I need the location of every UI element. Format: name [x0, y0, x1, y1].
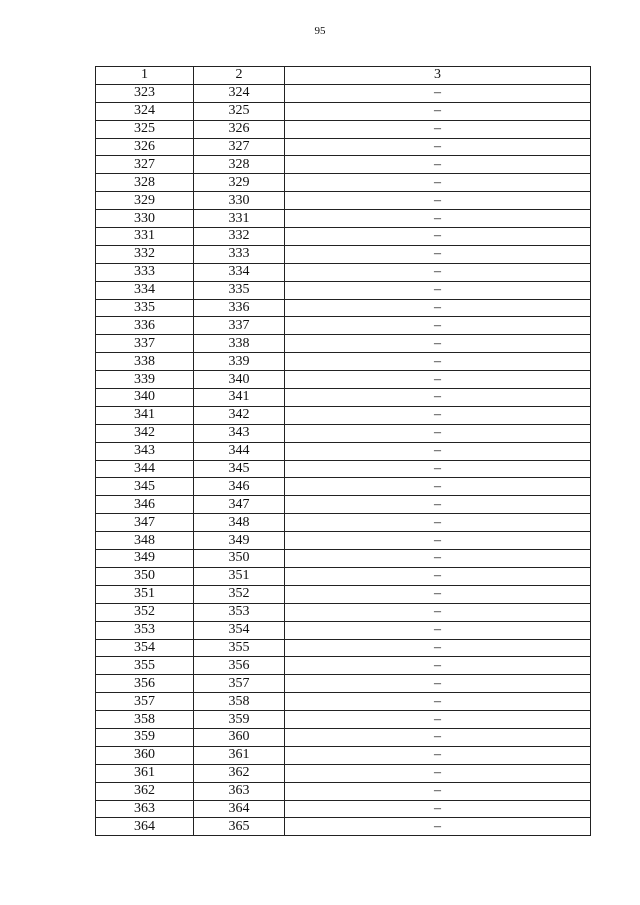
table-cell-col-1: 329 [96, 192, 194, 210]
table-cell-col-2: 339 [194, 353, 285, 371]
table-row [96, 156, 591, 174]
table-cell-col-2: 357 [194, 675, 285, 693]
table-row [96, 639, 591, 657]
table-row [96, 550, 591, 568]
table-cell-col-1: 333 [96, 263, 194, 281]
table-row [96, 818, 591, 836]
table-header [96, 67, 591, 85]
table-cell-col-1: 332 [96, 245, 194, 263]
table-cell-col-1: 346 [96, 496, 194, 514]
table-row [96, 281, 591, 299]
table-cell-col-2: 344 [194, 442, 285, 460]
table-cell-col-2: 362 [194, 764, 285, 782]
table-cell-col-3: – [285, 120, 591, 138]
table-cell-col-3: – [285, 371, 591, 389]
table-cell-col-3: – [285, 281, 591, 299]
table-row [96, 567, 591, 585]
table-cell-col-2: 355 [194, 639, 285, 657]
table-cell-col-1: 358 [96, 711, 194, 729]
column-header-3: 3 [285, 67, 591, 85]
table-cell-col-1: 357 [96, 693, 194, 711]
table-cell-col-1: 326 [96, 138, 194, 156]
table-row [96, 585, 591, 603]
table-cell-col-3: – [285, 746, 591, 764]
table-cell-col-1: 354 [96, 639, 194, 657]
table-row [96, 514, 591, 532]
table-body [96, 84, 591, 835]
table-cell-col-2: 324 [194, 84, 285, 102]
table-row [96, 102, 591, 120]
table-cell-col-3: – [285, 424, 591, 442]
table-cell-col-1: 353 [96, 621, 194, 639]
table-row [96, 371, 591, 389]
table-cell-col-3: – [285, 442, 591, 460]
table-row [96, 192, 591, 210]
table-row [96, 245, 591, 263]
table-cell-col-3: – [285, 263, 591, 281]
table-cell-col-3: – [285, 693, 591, 711]
table-cell-col-1: 335 [96, 299, 194, 317]
table-cell-col-1: 345 [96, 478, 194, 496]
table-cell-col-1: 323 [96, 84, 194, 102]
table-row [96, 299, 591, 317]
table-cell-col-3: – [285, 299, 591, 317]
table-cell-col-2: 356 [194, 657, 285, 675]
table-cell-col-2: 359 [194, 711, 285, 729]
table-cell-col-1: 342 [96, 424, 194, 442]
table-cell-col-1: 348 [96, 532, 194, 550]
table-cell-col-3: – [285, 317, 591, 335]
table-cell-col-2: 328 [194, 156, 285, 174]
table-cell-col-1: 355 [96, 657, 194, 675]
table-cell-col-1: 362 [96, 782, 194, 800]
table-cell-col-2: 336 [194, 299, 285, 317]
table-cell-col-2: 365 [194, 818, 285, 836]
table-cell-col-1: 363 [96, 800, 194, 818]
table-cell-col-3: – [285, 550, 591, 568]
table-cell-col-2: 358 [194, 693, 285, 711]
table-row [96, 675, 591, 693]
table-row [96, 210, 591, 228]
table-cell-col-1: 356 [96, 675, 194, 693]
table-cell-col-3: – [285, 174, 591, 192]
table-cell-col-2: 342 [194, 406, 285, 424]
table-cell-col-1: 331 [96, 228, 194, 246]
table-cell-col-2: 327 [194, 138, 285, 156]
table-cell-col-3: – [285, 335, 591, 353]
table-row [96, 603, 591, 621]
table-cell-col-1: 340 [96, 389, 194, 407]
table-cell-col-3: – [285, 138, 591, 156]
column-header-1: 1 [96, 67, 194, 85]
table-cell-col-3: – [285, 192, 591, 210]
table-cell-col-2: 338 [194, 335, 285, 353]
table-row [96, 657, 591, 675]
table-cell-col-1: 350 [96, 567, 194, 585]
column-header-2: 2 [194, 67, 285, 85]
table-cell-col-1: 361 [96, 764, 194, 782]
table-cell-col-2: 333 [194, 245, 285, 263]
table-cell-col-1: 327 [96, 156, 194, 174]
table-cell-col-2: 332 [194, 228, 285, 246]
table-cell-col-3: – [285, 567, 591, 585]
table-cell-col-1: 364 [96, 818, 194, 836]
table-cell-col-2: 334 [194, 263, 285, 281]
table-cell-col-2: 348 [194, 514, 285, 532]
table-row [96, 693, 591, 711]
table-cell-col-3: – [285, 728, 591, 746]
table-cell-col-2: 353 [194, 603, 285, 621]
table-cell-col-1: 351 [96, 585, 194, 603]
table-cell-col-3: – [285, 603, 591, 621]
table-row [96, 764, 591, 782]
table-row [96, 424, 591, 442]
table-cell-col-3: – [285, 675, 591, 693]
table-cell-col-2: 346 [194, 478, 285, 496]
table-cell-col-2: 345 [194, 460, 285, 478]
table-cell-col-1: 349 [96, 550, 194, 568]
table-cell-col-3: – [285, 210, 591, 228]
table-cell-col-2: 350 [194, 550, 285, 568]
table-cell-col-3: – [285, 657, 591, 675]
table-cell-col-1: 328 [96, 174, 194, 192]
table-cell-col-1: 360 [96, 746, 194, 764]
table-cell-col-2: 349 [194, 532, 285, 550]
table-cell-col-2: 337 [194, 317, 285, 335]
table-cell-col-2: 361 [194, 746, 285, 764]
table-cell-col-2: 341 [194, 389, 285, 407]
table-row [96, 174, 591, 192]
table-cell-col-1: 334 [96, 281, 194, 299]
table-row [96, 389, 591, 407]
table-cell-col-3: – [285, 800, 591, 818]
table-cell-col-2: 326 [194, 120, 285, 138]
table-cell-col-3: – [285, 353, 591, 371]
table-cell-col-1: 347 [96, 514, 194, 532]
page-number: 95 [314, 25, 326, 37]
table-cell-col-3: – [285, 621, 591, 639]
table-cell-col-2: 329 [194, 174, 285, 192]
table-row [96, 263, 591, 281]
table-cell-col-2: 343 [194, 424, 285, 442]
table-row [96, 84, 591, 102]
table-row [96, 711, 591, 729]
table-cell-col-2: 325 [194, 102, 285, 120]
table-row [96, 460, 591, 478]
table-row [96, 728, 591, 746]
table-cell-col-1: 338 [96, 353, 194, 371]
table-cell-col-3: – [285, 818, 591, 836]
table-row [96, 406, 591, 424]
table-row [96, 335, 591, 353]
table-cell-col-3: – [285, 711, 591, 729]
table-cell-col-1: 343 [96, 442, 194, 460]
table-cell-col-3: – [285, 764, 591, 782]
table-cell-col-2: 360 [194, 728, 285, 746]
table-row [96, 496, 591, 514]
table-cell-col-2: 363 [194, 782, 285, 800]
table-cell-col-2: 347 [194, 496, 285, 514]
table-cell-col-3: – [285, 496, 591, 514]
table-row [96, 746, 591, 764]
table-row [96, 532, 591, 550]
table-cell-col-3: – [285, 514, 591, 532]
table-cell-col-2: 352 [194, 585, 285, 603]
table-cell-col-2: 351 [194, 567, 285, 585]
table-row [96, 800, 591, 818]
table-cell-col-2: 340 [194, 371, 285, 389]
table-cell-col-1: 336 [96, 317, 194, 335]
table-cell-col-2: 364 [194, 800, 285, 818]
table-cell-col-1: 325 [96, 120, 194, 138]
table-row [96, 478, 591, 496]
table-cell-col-2: 354 [194, 621, 285, 639]
table-cell-col-2: 335 [194, 281, 285, 299]
data-table [95, 66, 591, 836]
table-row [96, 353, 591, 371]
table-cell-col-3: – [285, 84, 591, 102]
table-cell-col-1: 352 [96, 603, 194, 621]
table-cell-col-3: – [285, 156, 591, 174]
table-cell-col-3: – [285, 585, 591, 603]
table-cell-col-3: – [285, 460, 591, 478]
table-cell-col-3: – [285, 782, 591, 800]
table-cell-col-1: 330 [96, 210, 194, 228]
table-row [96, 782, 591, 800]
table-cell-col-2: 331 [194, 210, 285, 228]
table-row [96, 228, 591, 246]
table-row [96, 120, 591, 138]
table-cell-col-1: 337 [96, 335, 194, 353]
table-cell-col-3: – [285, 389, 591, 407]
table-cell-col-3: – [285, 478, 591, 496]
table-cell-col-3: – [285, 532, 591, 550]
table-cell-col-1: 324 [96, 102, 194, 120]
table-row [96, 621, 591, 639]
table-row [96, 317, 591, 335]
table-cell-col-3: – [285, 228, 591, 246]
header-row [96, 67, 591, 85]
table-row [96, 138, 591, 156]
table-cell-col-1: 359 [96, 728, 194, 746]
table-cell-col-1: 344 [96, 460, 194, 478]
table-cell-col-3: – [285, 406, 591, 424]
table-cell-col-3: – [285, 245, 591, 263]
table-cell-col-3: – [285, 102, 591, 120]
table-cell-col-3: – [285, 639, 591, 657]
table-cell-col-2: 330 [194, 192, 285, 210]
table-row [96, 442, 591, 460]
table-cell-col-1: 339 [96, 371, 194, 389]
table-cell-col-1: 341 [96, 406, 194, 424]
